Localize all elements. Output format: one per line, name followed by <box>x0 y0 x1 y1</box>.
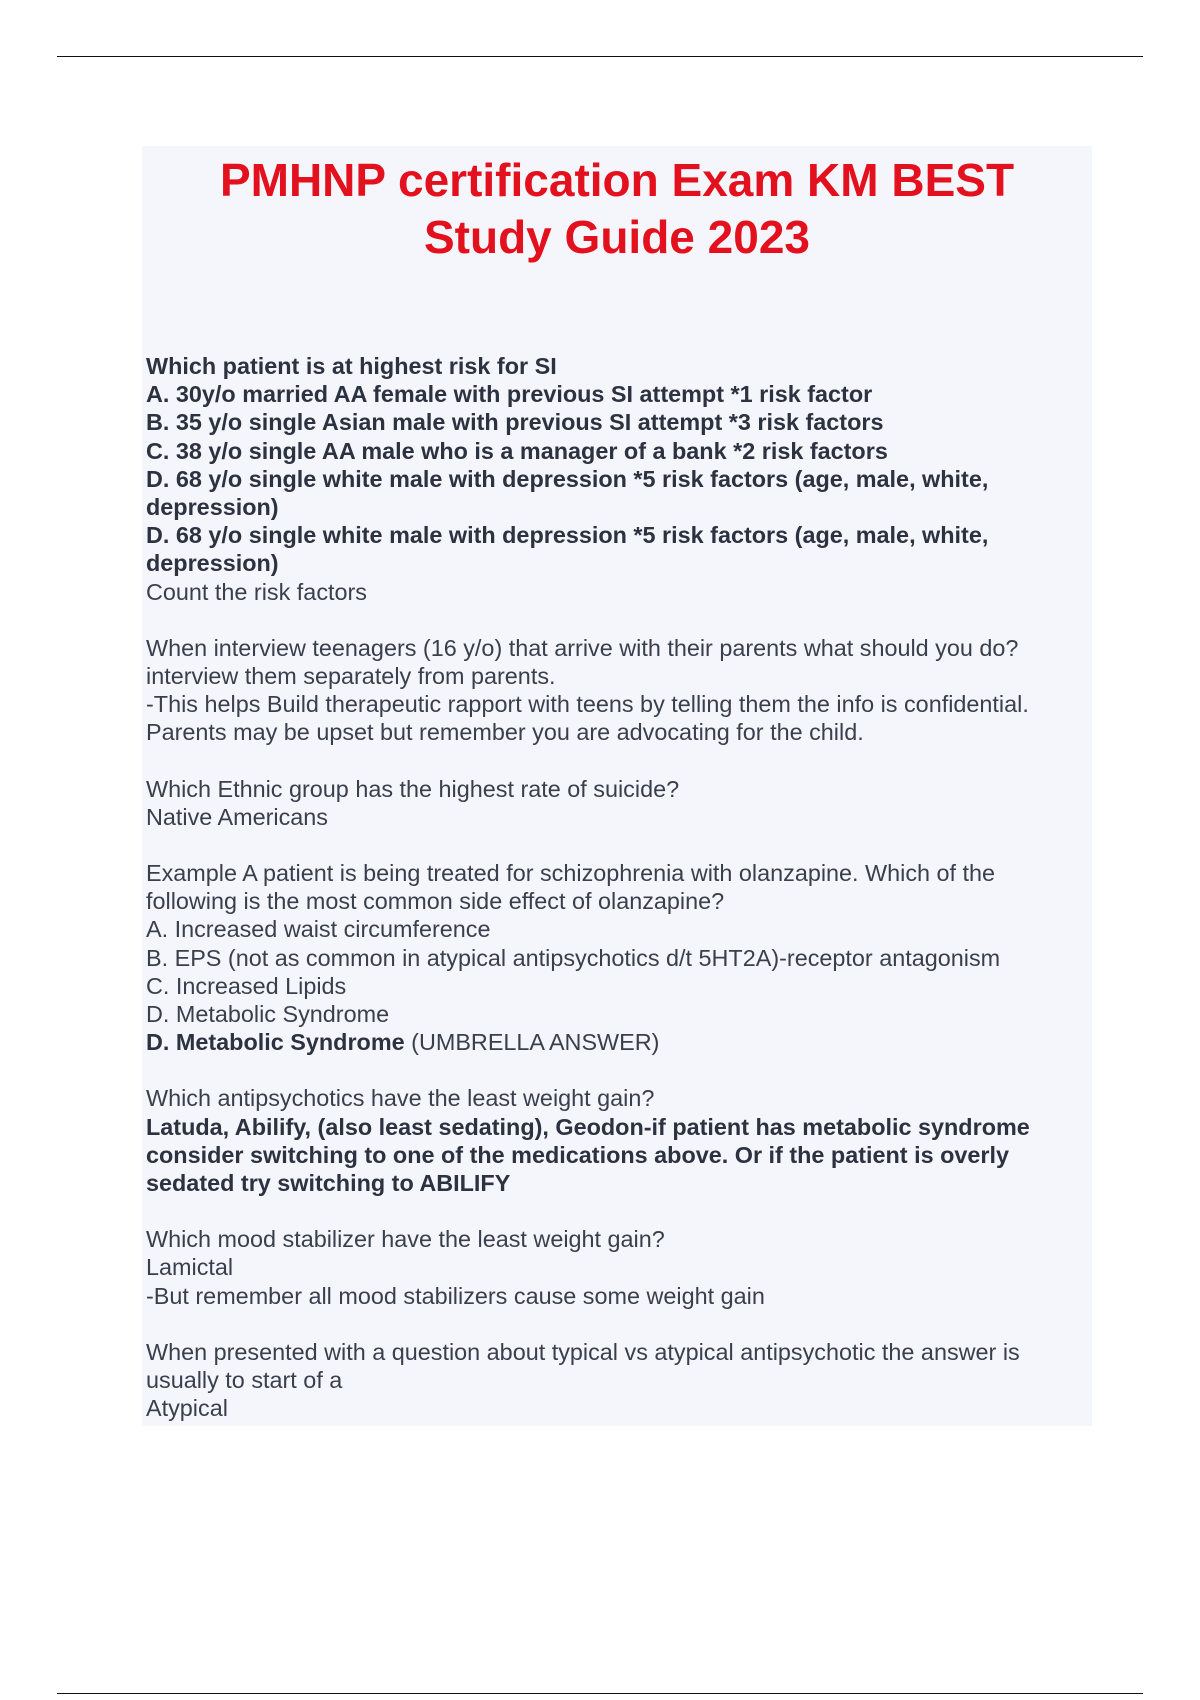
question-block-3 <box>146 775 1088 831</box>
answer-text: Lamictal <box>146 1254 234 1281</box>
option-d: D. Metabolic Syndrome <box>146 1001 390 1028</box>
answer-note-line-1: -This helps Build therapeutic rapport with teens by telling them the info is confidential. <box>146 691 1029 718</box>
question-text-line-2: following is the most common side effect of olanzapine? <box>146 888 725 915</box>
answer-bold: D. Metabolic Syndrome <box>146 1029 405 1056</box>
bottom-rule <box>57 1693 1143 1694</box>
option-c: C. 38 y/o single AA male who is a manager of a bank *2 risk factors <box>146 437 888 464</box>
question-block-6 <box>146 1225 1088 1310</box>
option-a: A. Increased waist circumference <box>146 916 491 943</box>
question-block-4 <box>146 859 1088 1056</box>
question-text-line-1: Example A patient is being treated for schizophrenia with olanzapine. Which of the <box>146 860 996 887</box>
answer-line-2: consider switching to one of the medications above. Or if the patient is overly <box>146 1141 1010 1168</box>
spacer <box>146 1197 1088 1225</box>
question-text: Which Ethnic group has the highest rate of suicide? <box>146 775 680 802</box>
question-text: Which antipsychotics have the least weight gain? <box>146 1085 655 1112</box>
document-title <box>146 152 1088 266</box>
answer-rest: (UMBRELLA ANSWER) <box>404 1029 660 1056</box>
answer-line <box>146 1028 1088 1056</box>
question-block-5 <box>146 1084 1088 1197</box>
option-b: B. EPS (not as common in atypical antipsychotics d/t 5HT2A)-receptor antagonism <box>146 944 1001 971</box>
document-body <box>146 352 1088 1423</box>
question-block-7 <box>146 1338 1088 1423</box>
title-line-2: Study Guide 2023 <box>423 211 810 263</box>
question-text: When interview teenagers (16 y/o) that arrive with their parents what should you do? <box>146 634 1019 661</box>
option-b: B. 35 y/o single Asian male with previous SI attempt *3 risk factors <box>146 409 884 436</box>
top-rule <box>57 56 1143 57</box>
question-block-2 <box>146 634 1088 747</box>
answer-text: Native Americans <box>146 803 328 830</box>
answer-line-3: sedated try switching to ABILIFY <box>146 1170 511 1197</box>
option-d-continued: depression) <box>146 494 279 521</box>
question-text-line-2: usually to start of a <box>146 1367 343 1394</box>
question-text-line-1: When presented with a question about typical vs atypical antipsychotic the answer is <box>146 1338 1020 1365</box>
answer-line-2: depression) <box>146 550 279 577</box>
spacer <box>146 831 1088 859</box>
answer-line-1: Latuda, Abilify, (also least sedating), Geodon-if patient has metabolic syndrome <box>146 1113 1030 1140</box>
answer-note: -But remember all mood stabilizers cause some weight gain <box>146 1282 765 1309</box>
spacer <box>146 1310 1088 1338</box>
answer-text: Atypical <box>146 1395 228 1422</box>
question-text: Which mood stabilizer have the least weight gain? <box>146 1226 665 1253</box>
answer-note-line-2: Parents may be upset but remember you are advocating for the child. <box>146 719 864 746</box>
title-line-1: PMHNP certification Exam KM BEST <box>219 154 1015 206</box>
option-c: C. Increased Lipids <box>146 972 347 999</box>
answer-line-1: D. 68 y/o single white male with depression *5 risk factors (age, male, white, <box>146 522 989 549</box>
question-text: Which patient is at highest risk for SI <box>146 353 557 379</box>
option-d: D. 68 y/o single white male with depression *5 risk factors (age, male, white, <box>146 465 989 492</box>
spacer <box>146 606 1088 634</box>
answer-note: Count the risk factors <box>146 578 368 605</box>
answer-text: interview them separately from parents. <box>146 663 556 690</box>
option-a: A. 30y/o married AA female with previous SI attempt *1 risk factor <box>146 381 873 408</box>
spacer <box>146 747 1088 775</box>
question-block-1 <box>146 352 1088 606</box>
study-guide-page <box>142 146 1092 1426</box>
spacer <box>146 1056 1088 1084</box>
